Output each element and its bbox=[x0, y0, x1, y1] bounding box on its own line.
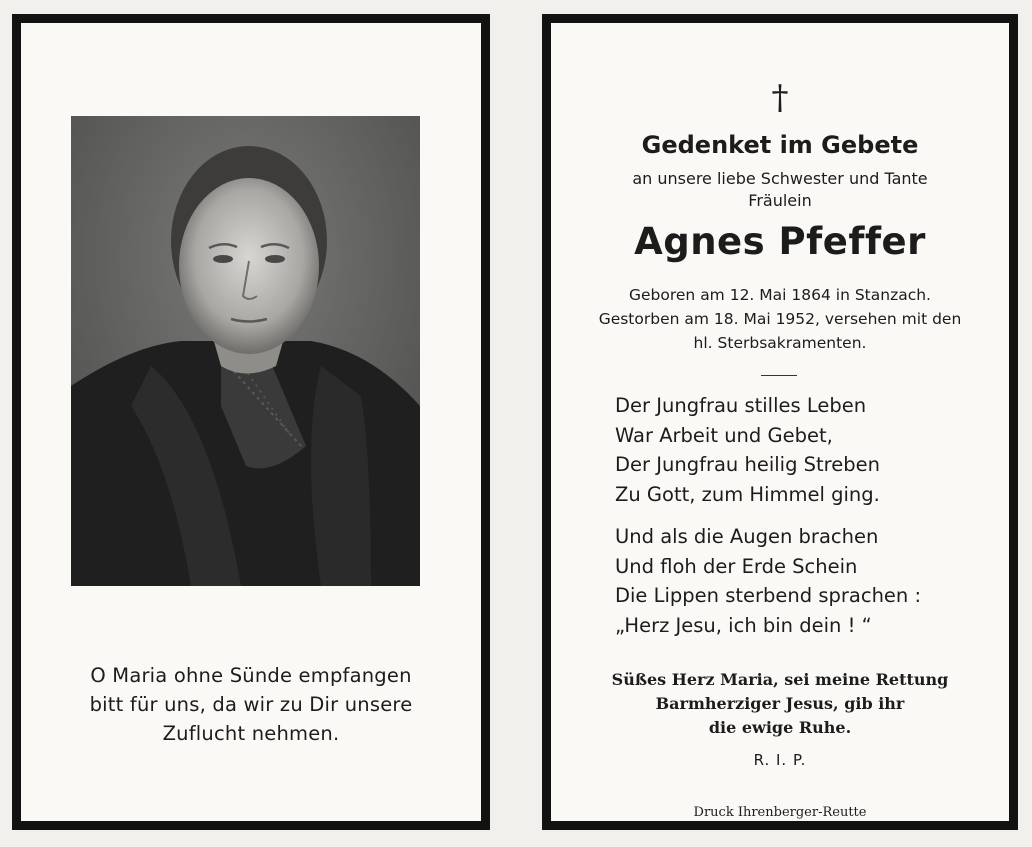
left-prayer-line: bitt für uns, da wir zu Dir unsere bbox=[89, 693, 413, 716]
dates-line: Geboren am 12. Mai 1864 in Stanzach. bbox=[629, 286, 931, 304]
printer-credit: Druck Ihrenberger-Reutte bbox=[693, 805, 867, 820]
dates-line: Gestorben am 18. Mai 1952, versehen mit den bbox=[598, 310, 962, 328]
left-card-panel bbox=[12, 14, 490, 830]
blessing-line: Süßes Herz Maria, sei meine Rettung bbox=[611, 670, 949, 689]
deceased-name: Agnes Pfeffer bbox=[634, 220, 926, 263]
poem-line: Die Lippen sterbend sprachen : bbox=[615, 584, 922, 607]
blessing-line: die ewige Ruhe. bbox=[708, 718, 852, 737]
cross-icon: † bbox=[771, 78, 789, 118]
poem bbox=[615, 391, 921, 640]
poem-line: Zu Gott, zum Himmel ging. bbox=[615, 482, 880, 506]
left-prayer-line: O Maria ohne Sünde empfangen bbox=[90, 664, 412, 687]
poem-line: Und floh der Erde Schein bbox=[615, 554, 858, 578]
poem-line: Der Jungfrau stilles Leben bbox=[615, 394, 867, 417]
blessing-line: Barmherziger Jesus, gib ihr bbox=[655, 694, 905, 713]
intro-line: Fräulein bbox=[748, 191, 812, 210]
intro-text bbox=[551, 168, 1009, 212]
divider-line bbox=[761, 375, 797, 376]
dates-line: hl. Sterbsakramenten. bbox=[693, 334, 867, 352]
poem-line: Der Jungfrau heilig Streben bbox=[615, 453, 880, 476]
blessing-text bbox=[551, 668, 1009, 740]
poem-stanza-2 bbox=[615, 522, 921, 640]
card-heading: Gedenket im Gebete bbox=[641, 131, 919, 159]
left-prayer-line: Zuflucht nehmen. bbox=[162, 722, 340, 745]
poem-stanza-1 bbox=[615, 391, 921, 509]
poem-line: „Herz Jesu, ich bin dein ! “ bbox=[615, 613, 872, 637]
rip-text: R. I. P. bbox=[753, 751, 807, 769]
poem-line: War Arbeit und Gebet, bbox=[615, 423, 833, 447]
left-prayer-text bbox=[41, 661, 461, 748]
portrait-photo bbox=[71, 116, 420, 586]
right-card-panel bbox=[542, 14, 1018, 830]
poem-line: Und als die Augen brachen bbox=[615, 525, 879, 548]
intro-line: an unsere liebe Schwester und Tante bbox=[632, 169, 928, 188]
life-dates bbox=[551, 283, 1009, 355]
